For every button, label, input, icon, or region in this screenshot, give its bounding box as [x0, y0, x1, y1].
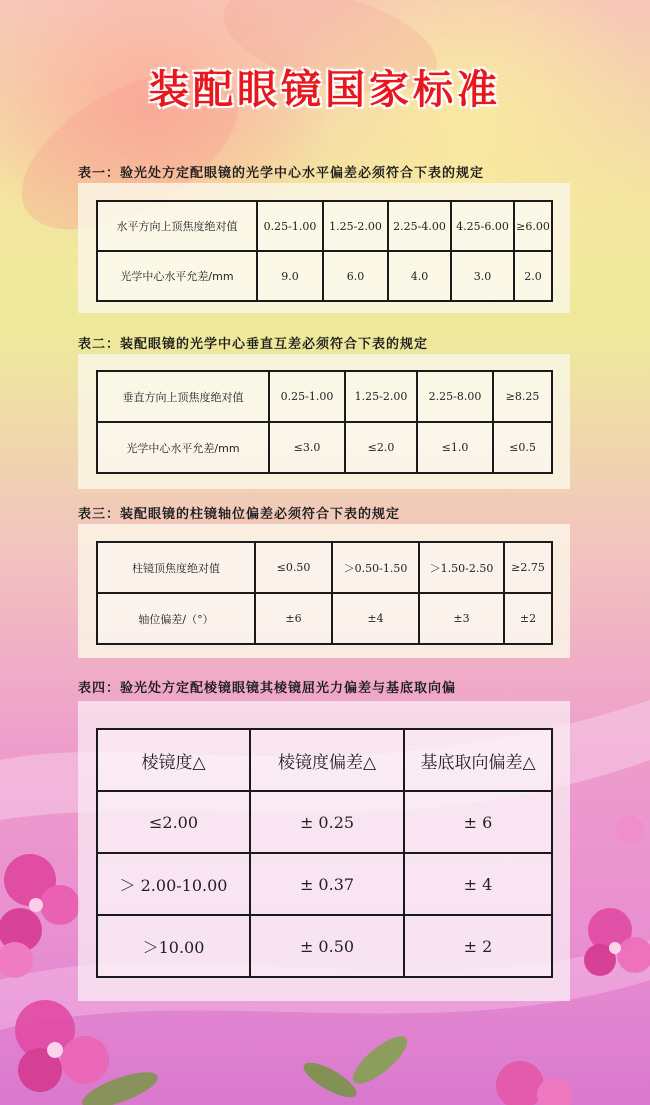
table-cell: 1.25-2.00 [323, 201, 388, 251]
table2 [96, 370, 553, 474]
table-cell: 垂直方向上顶焦度绝对值 [97, 371, 269, 422]
table-cell: ±3 [419, 593, 504, 644]
table-cell: ±2 [504, 593, 552, 644]
table-cell: ＞ 2.00-10.00 [97, 853, 250, 915]
table-row [97, 251, 552, 301]
table2-caption: 表二：装配眼镜的光学中心垂直互差必须符合下表的规定 [78, 337, 429, 352]
table-cell: ≤2.0 [345, 422, 417, 473]
table-cell: 4.0 [388, 251, 451, 301]
table-cell: ＞1.50-2.50 [419, 542, 504, 593]
table-cell: 水平方向上顶焦度绝对值 [97, 201, 257, 251]
table-cell: 4.25-6.00 [451, 201, 514, 251]
table-cell: ≤2.00 [97, 791, 250, 853]
table-cell: 柱镜顶焦度绝对值 [97, 542, 255, 593]
table-cell: 2.25-4.00 [388, 201, 451, 251]
table-row [97, 422, 552, 473]
table-cell: ± 4 [404, 853, 552, 915]
table-cell: 9.0 [257, 251, 323, 301]
table-row [97, 915, 552, 977]
table-row [97, 791, 552, 853]
table4-caption: 表四：验光处方定配棱镜眼镜其棱镜屈光力偏差与基底取向偏 [78, 681, 457, 696]
table-cell: ≤0.50 [255, 542, 332, 593]
page-title: 装配眼镜国家标准 [149, 66, 501, 113]
table-cell: ± 0.50 [250, 915, 404, 977]
table-row [97, 201, 552, 251]
table4 [96, 728, 553, 978]
table-cell: ≥8.25 [493, 371, 552, 422]
table-header-cell: 基底取向偏差△ [404, 729, 552, 791]
table-cell: ≥2.75 [504, 542, 552, 593]
table-cell: 光学中心水平允差/mm [97, 422, 269, 473]
table-cell: ＞10.00 [97, 915, 250, 977]
table-cell: 6.0 [323, 251, 388, 301]
table3-caption: 表三：装配眼镜的柱镜轴位偏差必须符合下表的规定 [78, 507, 401, 522]
table-cell: ± 0.25 [250, 791, 404, 853]
table-cell: ±6 [255, 593, 332, 644]
table-cell: 0.25-1.00 [257, 201, 323, 251]
table-cell: 2.0 [514, 251, 552, 301]
table-cell: ±4 [332, 593, 419, 644]
table-cell: 0.25-1.00 [269, 371, 345, 422]
table-cell: 2.25-8.00 [417, 371, 493, 422]
table-cell: ≥6.00 [514, 201, 552, 251]
table-row [97, 593, 552, 644]
table-cell: 1.25-2.00 [345, 371, 417, 422]
table-cell: ≤3.0 [269, 422, 345, 473]
table-header-cell: 棱镜度△ [97, 729, 250, 791]
table1 [96, 200, 553, 302]
table-row [97, 542, 552, 593]
table-header-cell: 棱镜度偏差△ [250, 729, 404, 791]
table-row [97, 853, 552, 915]
table-cell: ≤0.5 [493, 422, 552, 473]
table-header-row [97, 729, 552, 791]
table-cell: ± 6 [404, 791, 552, 853]
table-cell: 光学中心水平允差/mm [97, 251, 257, 301]
table-cell: ± 2 [404, 915, 552, 977]
table-cell: ≤1.0 [417, 422, 493, 473]
table-cell: ± 0.37 [250, 853, 404, 915]
table3 [96, 541, 553, 645]
table-cell: 轴位偏差/（°） [97, 593, 255, 644]
table1-caption: 表一：验光处方定配眼镜的光学中心水平偏差必须符合下表的规定 [78, 166, 485, 181]
table-cell: ＞0.50-1.50 [332, 542, 419, 593]
table-cell: 3.0 [451, 251, 514, 301]
table-row [97, 371, 552, 422]
